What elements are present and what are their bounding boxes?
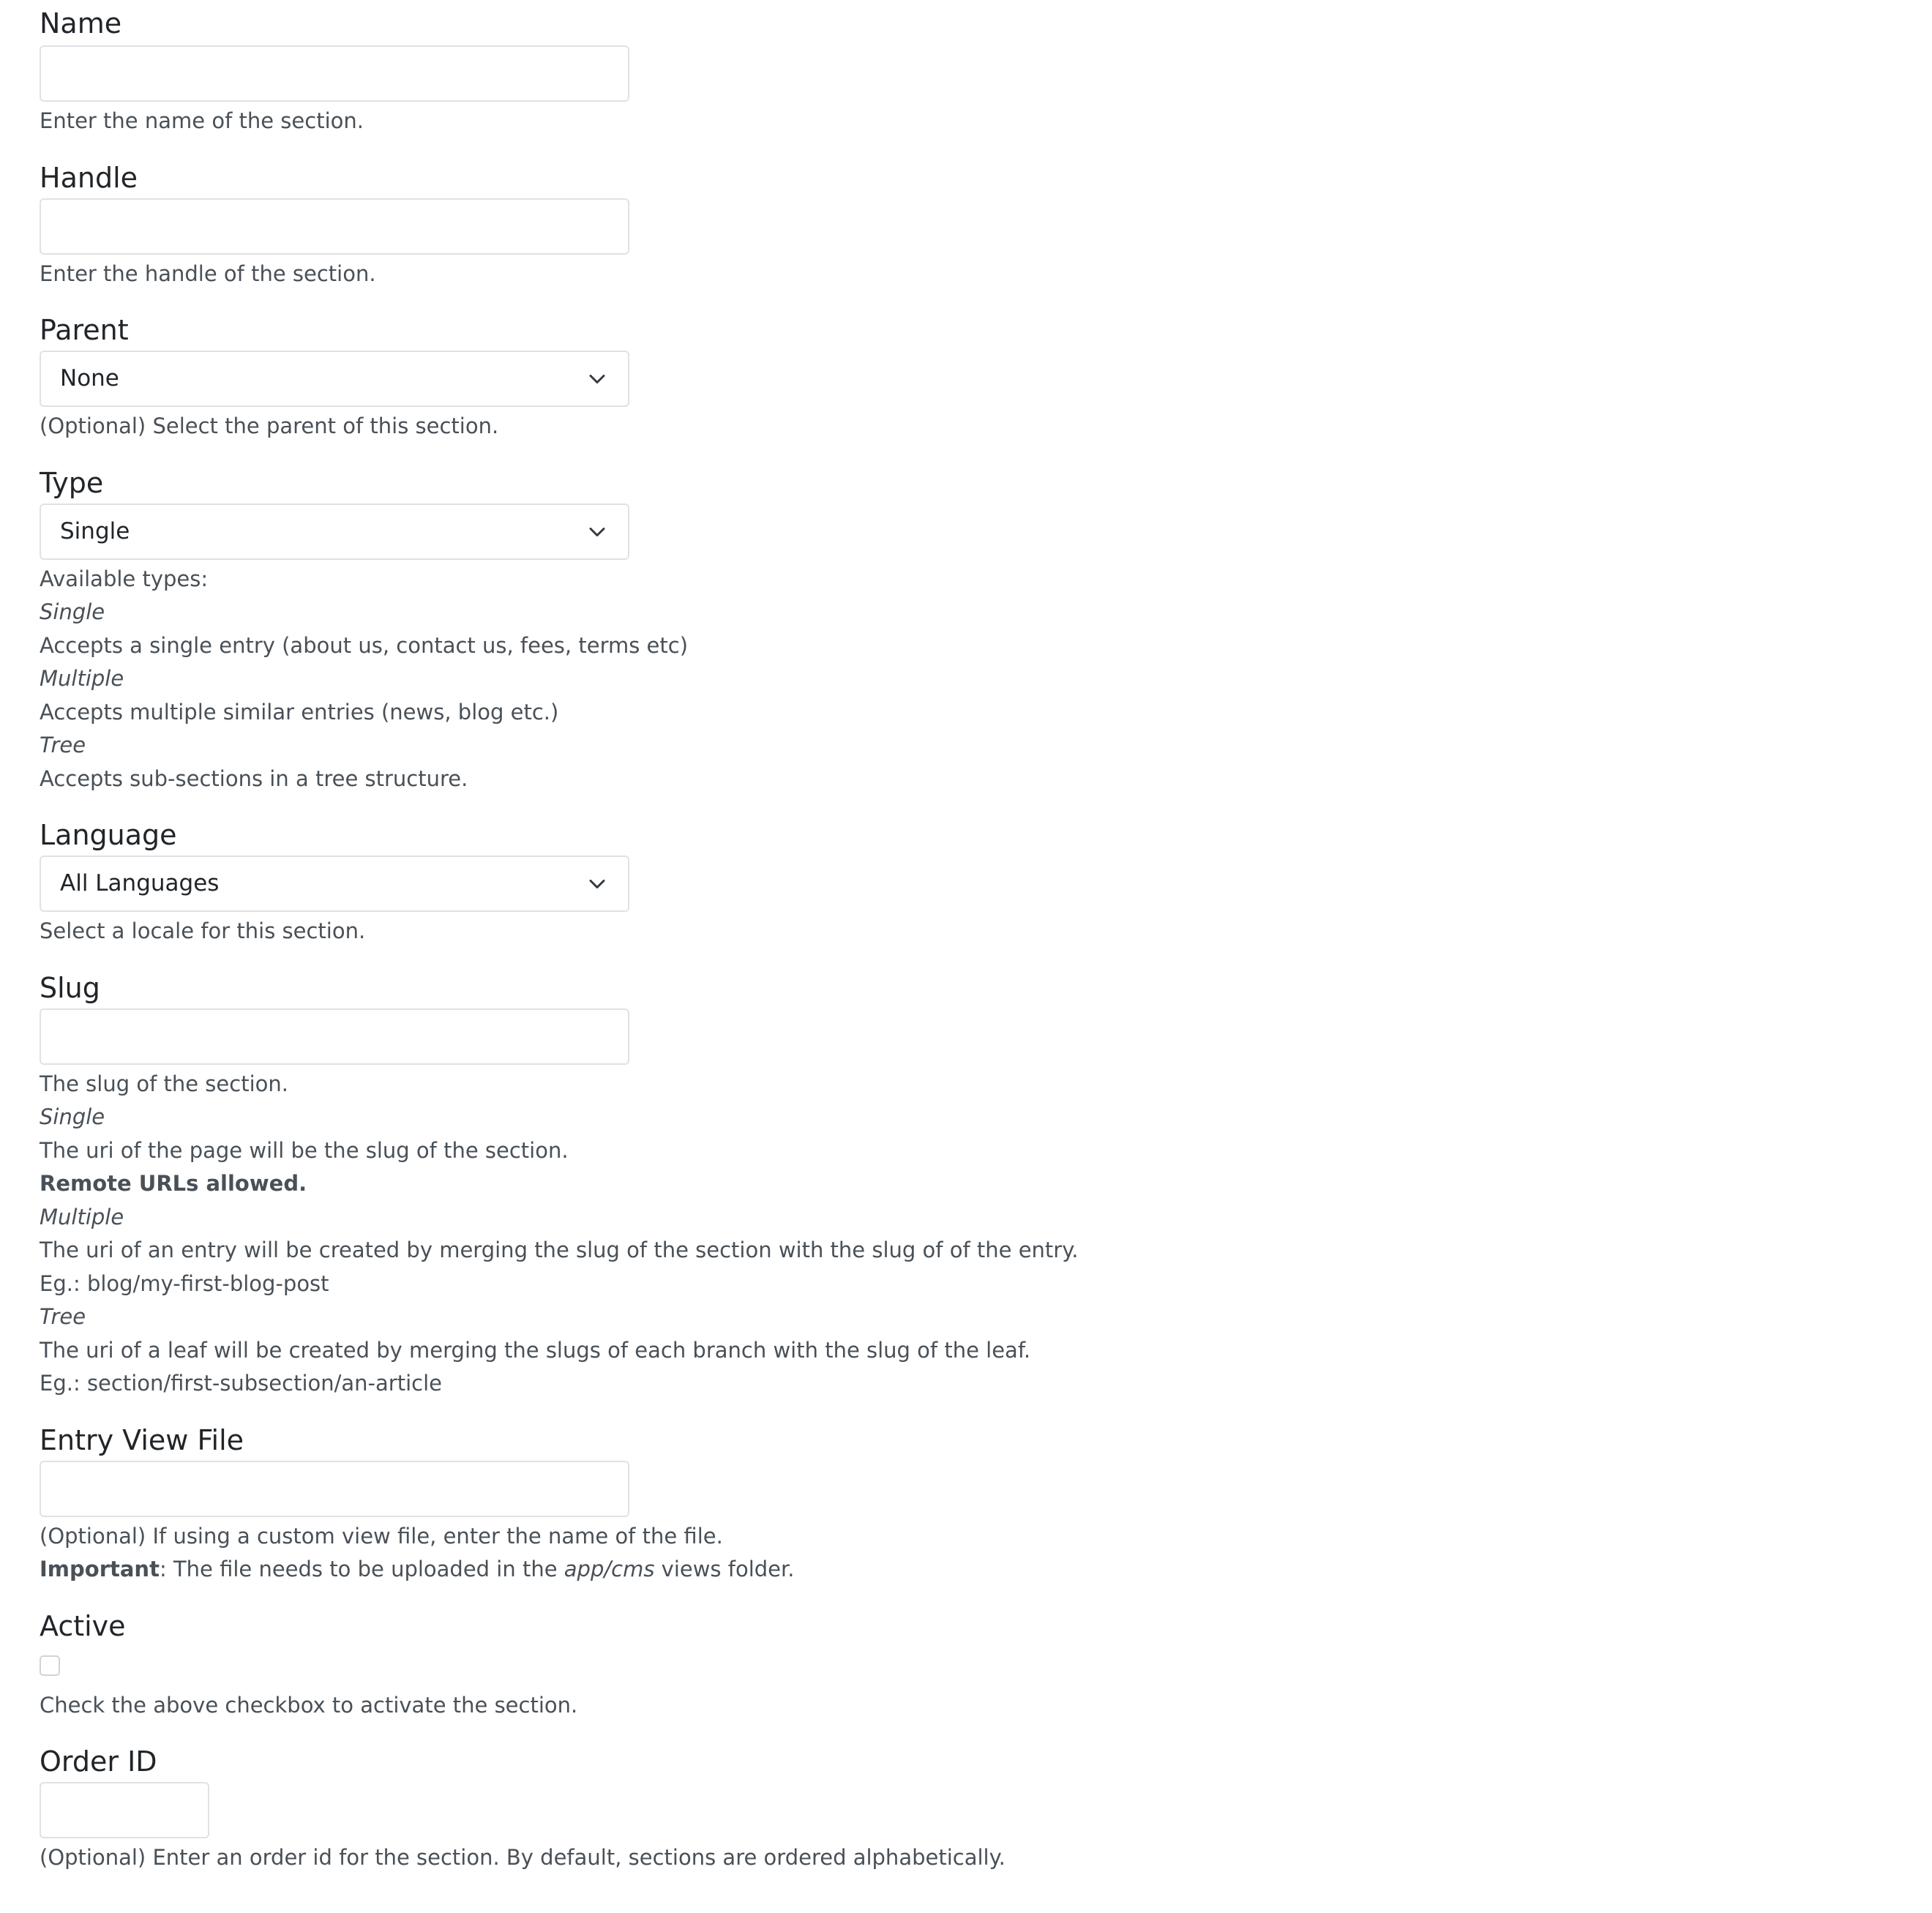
type-single-title: Single: [40, 599, 105, 624]
active-help: Check the above checkbox to activate the section.: [40, 1692, 578, 1718]
chevron-down-icon: [588, 370, 606, 388]
slug-tree-title: Tree: [40, 1304, 86, 1329]
slug-single-note: Remote URLs allowed.: [40, 1171, 307, 1196]
name-input[interactable]: [40, 45, 629, 102]
language-select-value: All Languages: [60, 870, 220, 896]
slug-input[interactable]: [40, 1008, 629, 1065]
language-help: Select a locale for this section.: [40, 918, 366, 943]
entry-view-file-important: [40, 1553, 1869, 1587]
parent-select-value: None: [60, 365, 119, 392]
name-label: Name: [40, 7, 122, 40]
entry-view-file-help: [40, 1520, 1869, 1587]
handle-label: Handle: [40, 161, 138, 194]
type-label: Type: [40, 466, 104, 499]
slug-multiple-example: Eg.: blog/my-first-blog-post: [40, 1270, 329, 1296]
active-checkbox[interactable]: [40, 1655, 60, 1676]
type-help-intro: Available types:: [40, 566, 209, 591]
language-label: Language: [40, 819, 177, 851]
handle-field-group: [40, 153, 1869, 291]
type-help: [40, 563, 1869, 796]
parent-help: (Optional) Select the parent of this section.: [40, 413, 499, 438]
slug-tree-example: Eg.: section/first-subsection/an-article: [40, 1371, 442, 1396]
slug-tree-desc: The uri of a leaf will be created by merging the slugs of each branch with the slug of the leaf.: [40, 1337, 1031, 1363]
important-path: app/cms: [564, 1557, 655, 1581]
language-field-group: [40, 810, 1869, 948]
entry-view-file-field-group: [40, 1415, 1869, 1587]
order-id-label: Order ID: [40, 1745, 157, 1778]
parent-label: Parent: [40, 314, 129, 346]
entry-view-file-help-text: (Optional) If using a custom view file, enter the name of the file.: [40, 1523, 723, 1549]
parent-field-group: [40, 305, 1869, 443]
handle-help: Enter the handle of the section.: [40, 261, 376, 286]
section-form: [40, 0, 1869, 1875]
type-multiple-desc: Accepts multiple similar entries (news, blog etc.): [40, 699, 559, 725]
language-select[interactable]: [40, 856, 629, 912]
important-text-pre: : The file needs to be uploaded in the: [159, 1557, 564, 1581]
type-multiple-title: Multiple: [40, 666, 124, 691]
order-id-field-group: [40, 1737, 1869, 1875]
slug-field-group: [40, 963, 1869, 1401]
order-id-input[interactable]: [40, 1782, 209, 1838]
slug-label: Slug: [40, 971, 100, 1004]
active-label: Active: [40, 1609, 126, 1642]
chevron-down-icon: [588, 875, 606, 893]
slug-help-intro: The slug of the section.: [40, 1071, 288, 1096]
type-tree-title: Tree: [40, 733, 86, 757]
order-id-help: (Optional) Enter an order id for the section. By default, sections are ordered alphabetically.: [40, 1845, 1006, 1870]
type-single-desc: Accepts a single entry (about us, contact us, fees, terms etc): [40, 632, 689, 658]
slug-help: [40, 1068, 1869, 1401]
important-text-post: views folder.: [654, 1557, 795, 1581]
name-help: Enter the name of the section.: [40, 108, 364, 133]
type-field-group: [40, 458, 1869, 796]
slug-single-desc: The uri of the page will be the slug of the section.: [40, 1137, 569, 1163]
active-field-group: [40, 1601, 1869, 1723]
slug-multiple-title: Multiple: [40, 1204, 124, 1229]
entry-view-file-input[interactable]: [40, 1461, 629, 1517]
parent-select[interactable]: [40, 351, 629, 407]
handle-input[interactable]: [40, 198, 629, 255]
important-label: Important: [40, 1557, 160, 1581]
slug-multiple-desc: The uri of an entry will be created by merging the slug of the section with the slug of of the entry.: [40, 1238, 1079, 1262]
slug-single-title: Single: [40, 1104, 105, 1129]
type-select[interactable]: [40, 503, 629, 560]
entry-view-file-label: Entry View File: [40, 1423, 244, 1456]
type-select-value: Single: [60, 517, 130, 544]
chevron-down-icon: [588, 523, 606, 541]
name-field-group: [40, 0, 1869, 138]
type-tree-desc: Accepts sub-sections in a tree structure.: [40, 765, 468, 791]
